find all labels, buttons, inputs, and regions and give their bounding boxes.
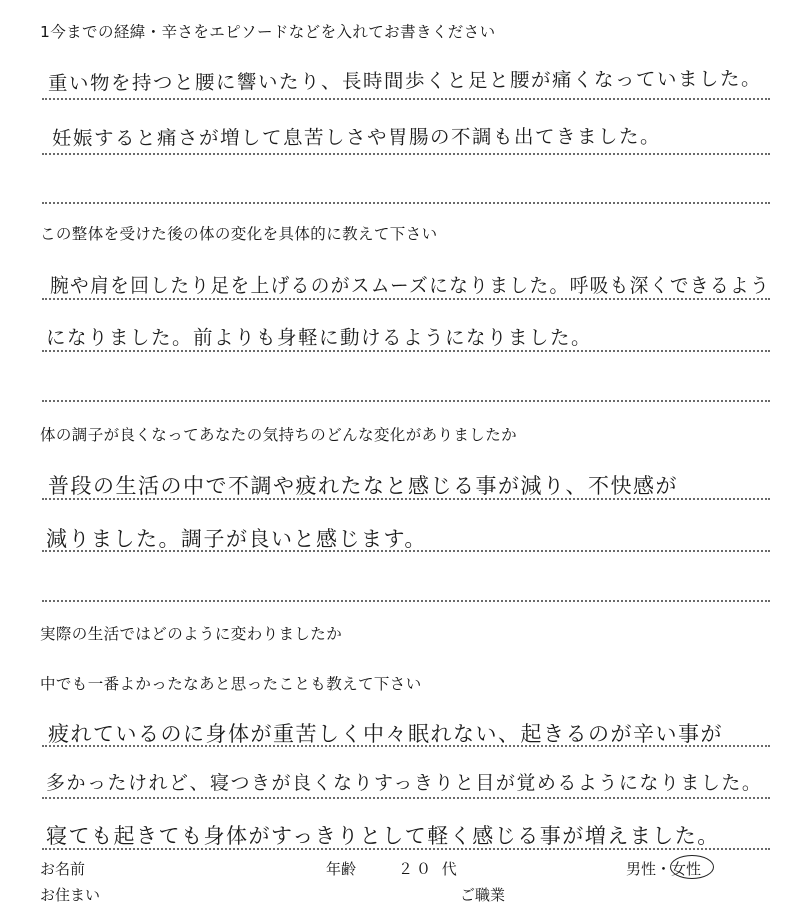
- answer-2-line-1: 腕や肩を回したり足を上げるのがスムーズになりました。呼吸も深くできるよう: [50, 274, 771, 297]
- answer-4-line-2: 多かったけれど、寝つきが良くなりすっきりと目が覚めるようになりました。: [46, 772, 763, 794]
- gender-label: 男性・女性: [626, 860, 702, 878]
- address-label: お住まい: [40, 886, 101, 904]
- dotted-rule: [42, 600, 770, 602]
- gender-selection-circle: [670, 855, 714, 879]
- dotted-rule: [42, 745, 770, 747]
- name-label: お名前: [40, 860, 86, 878]
- answer-4-line-1: 疲れているのに身体が重苦しく中々眠れない、起きるのが辛い事が: [48, 722, 723, 746]
- question-3: 体の調子が良くなってあなたの気持ちのどんな変化がありましたか: [40, 426, 518, 444]
- dotted-rule: [42, 202, 770, 204]
- answer-2-line-2: になりました。前よりも身軽に動けるようになりました。: [46, 326, 593, 349]
- question-4b: 中でも一番よかったなあと思ったことも教えて下さい: [40, 675, 422, 693]
- question-1: 1今までの経緯・辛さをエピソードなどを入れてお書きください: [40, 23, 496, 41]
- dotted-rule: [42, 350, 770, 352]
- answer-4-line-3: 寝ても起きても身体がすっきりとして軽く感じる事が増えました。: [46, 824, 720, 848]
- dotted-rule: [42, 298, 770, 300]
- dotted-rule: [42, 550, 770, 552]
- dotted-rule: [42, 400, 770, 402]
- question-4a: 実際の生活ではどのように変わりましたか: [40, 625, 343, 643]
- dotted-rule: [42, 98, 770, 100]
- dotted-rule: [42, 498, 770, 500]
- question-2: この整体を受けた後の体の変化を具体的に教えて下さい: [40, 225, 438, 243]
- age-value: ２０ 代: [398, 860, 460, 878]
- dotted-rule: [42, 153, 770, 155]
- answer-3-line-2: 減りました。調子が良いと感じます。: [46, 527, 427, 551]
- answer-1-line-2: 妊娠すると痛さが増して息苦しさや胃腸の不調も出てきました。: [51, 124, 662, 150]
- age-label: 年齢: [326, 860, 357, 878]
- dotted-rule: [42, 797, 770, 799]
- answer-1-line-1: 重い物を持つと腰に響いたり、長時間歩くと足と腰が痛くなっていました。: [47, 67, 762, 96]
- answer-3-line-1: 普段の生活の中で不調や疲れたなと感じる事が減り、不快感が: [48, 474, 678, 498]
- occupation-label: ご職業: [460, 886, 506, 904]
- dotted-rule: [42, 848, 770, 850]
